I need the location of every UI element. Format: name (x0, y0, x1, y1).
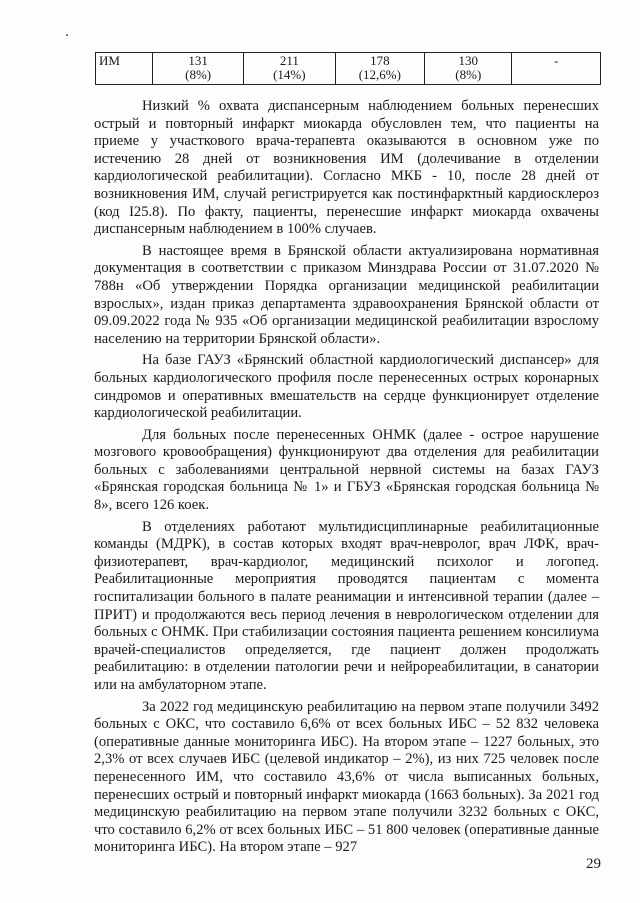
cell-percent: (8%) (185, 67, 212, 82)
table-row (96, 53, 601, 85)
statistics-table (95, 52, 601, 85)
cell-value: 130 (458, 53, 479, 68)
cell-percent: (12,6%) (358, 67, 401, 82)
paragraph-rehab-statistics: За 2022 год медицинскую реабилитацию на первом этапе получили 3492 больных с ОКС, что составило 6,6% от всех больных ИБС – 52 832 человека (оперативные данные мониторинга ИБС). На втором этапе – 1227 больных, это 2,3% от всех случаев ИБС (целевой индикатор – 2%), из них 725 человек после перенесенного ИМ, что составило 43,6% от числа выписанных больных, перенесших острый и повторный инфаркт миокарда (1663 больных). За 2021 год медицинскую реабилитацию на первом этапе получили 3232 больных с ОКС, что составило 6,2% от всех больных ИБС – 51 800 человек (оперативные данные мониторинга ИБС). На втором этапе – 927 (94, 698, 599, 856)
paragraph-regulations: В настоящее время в Брянской области актуализирована нормативная документация в соответствии с приказом Минздрава России от 31.07.2020 № 788н «Об утверждении Порядка организации медицинской реабилитации взрослых», издан приказ департамента здравоохранения Брянской области от 09.09.2022 года № 935 «Об организации медицинской реабилитации взрослому населению на территории Брянской области». (94, 242, 599, 347)
body-text (94, 98, 599, 861)
paragraph-cardio-rehab: На базе ГАУЗ «Брянский областной кардиологический диспансер» для больных кардиологического профиля после перенесенных острых коронарных синдромов и оперативных вмешательств на сердце функционирует отделение кардиологической реабилитации. (94, 352, 599, 422)
cell-percent: (8%) (455, 67, 482, 82)
cell-percent: (14%) (273, 67, 306, 82)
table-cell (244, 53, 335, 85)
page-number: 29 (586, 856, 601, 872)
table-cell (425, 53, 512, 85)
cell-value: - (554, 53, 559, 68)
scan-speck (66, 34, 68, 36)
table-cell (335, 53, 425, 85)
table-cell (512, 53, 601, 85)
cell-value: 211 (279, 53, 299, 68)
cell-value: 131 (188, 53, 208, 68)
paragraph-stroke-departments: Для больных после перенесенных ОНМК (далее - острое нарушение мозгового кровообращения) функционируют два отделения для реабилитации больных с заболеваниями центральной нервной системы на базах ГАУЗ «Брянская городская больница № 1» и ГБУЗ «Брянская городская больница № 8», всего 126 коек. (94, 426, 599, 514)
table-cell (153, 53, 244, 85)
paragraph-mdrk-teams: В отделениях работают мультидисциплинарные реабилитационные команды (МДРК), в состав которых входят врач-невролог, врач ЛФК, врач-физиотерапевт, врач-кардиолог, медицинский психолог и логопед. Реабилитационные мероприятия проводятся пациентам с момента госпитализации больного в палате реанимации и интенсивной терапии (далее – ПРИТ) и продолжаются весь период лечения в неврологическом отделении для больных с ОНМК. При стабилизации состояния пациента решением консилиума врачей-специалистов определяется, где пациент должен продолжать реабилитацию: в отделении патологии речи и нейрореабилитации, в санатории или на амбулаторном этапе. (94, 518, 599, 693)
row-label: ИМ (96, 53, 153, 85)
cell-value: 178 (370, 53, 390, 68)
paragraph-dispensary-coverage: Низкий % охвата диспансерным наблюдением больных перенесших острый и повторный инфаркт миокарда обусловлен тем, что пациенты на приеме у участкового врача-терапевта оказываются в основном уже по истечению 28 дней от возникновения ИМ (долечивание в отделении кардиологической реабилитации). Согласно МКБ - 10, после 28 дней от возникновения ИМ, случай регистрируется как постинфарктный кардиосклероз (код I25.8). По факту, пациенты, перенесшие инфаркт миокарда охвачены диспансерным наблюдением в 100% случаев. (94, 98, 599, 238)
